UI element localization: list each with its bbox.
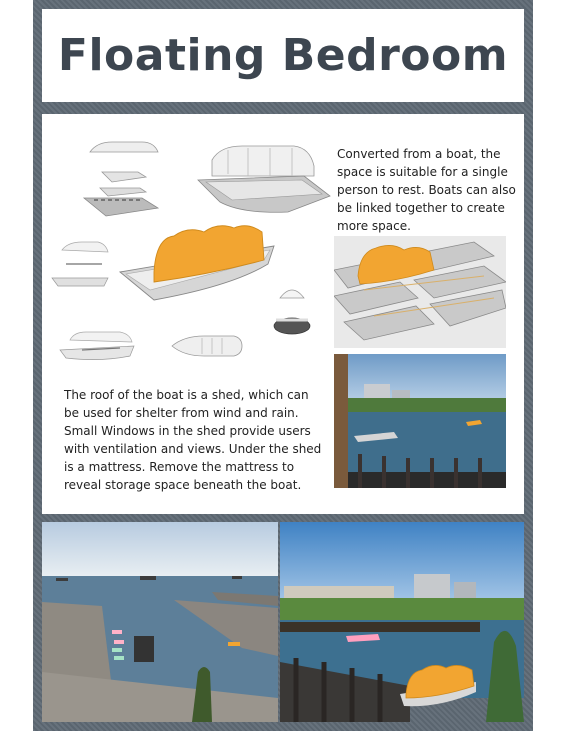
side-view-bottom: [60, 332, 134, 360]
top-view-bottom: [172, 336, 242, 356]
harbor-pier-photo: [42, 522, 278, 722]
linked-boats-render: [334, 236, 506, 348]
boat-diagrams: [42, 114, 342, 374]
front-view-right: [274, 290, 310, 334]
page-title: Floating Bedroom: [57, 30, 509, 81]
presentation-board: [33, 0, 533, 731]
waterfront-photo: [334, 354, 506, 488]
title-panel: [42, 9, 524, 102]
channel-render-photo: [280, 522, 524, 722]
content-panel: [42, 114, 524, 514]
exploded-view-small: [84, 142, 158, 216]
intro-text: Converted from a boat, the space is suitable for a single person to rest. Boats can also be linked together to create more space.: [337, 147, 516, 233]
assembled-view-large: [198, 146, 330, 212]
orange-shed-boat: [120, 226, 274, 300]
details-text: The roof of the boat is a shed, which can be used for shelter from wind and rain. Small Windows in the shed provide users with ventilation and views. Under the shed is a mattress. Remove the mattress to reveal storage space beneath the boat.: [64, 388, 322, 492]
side-view-left: [52, 242, 108, 286]
